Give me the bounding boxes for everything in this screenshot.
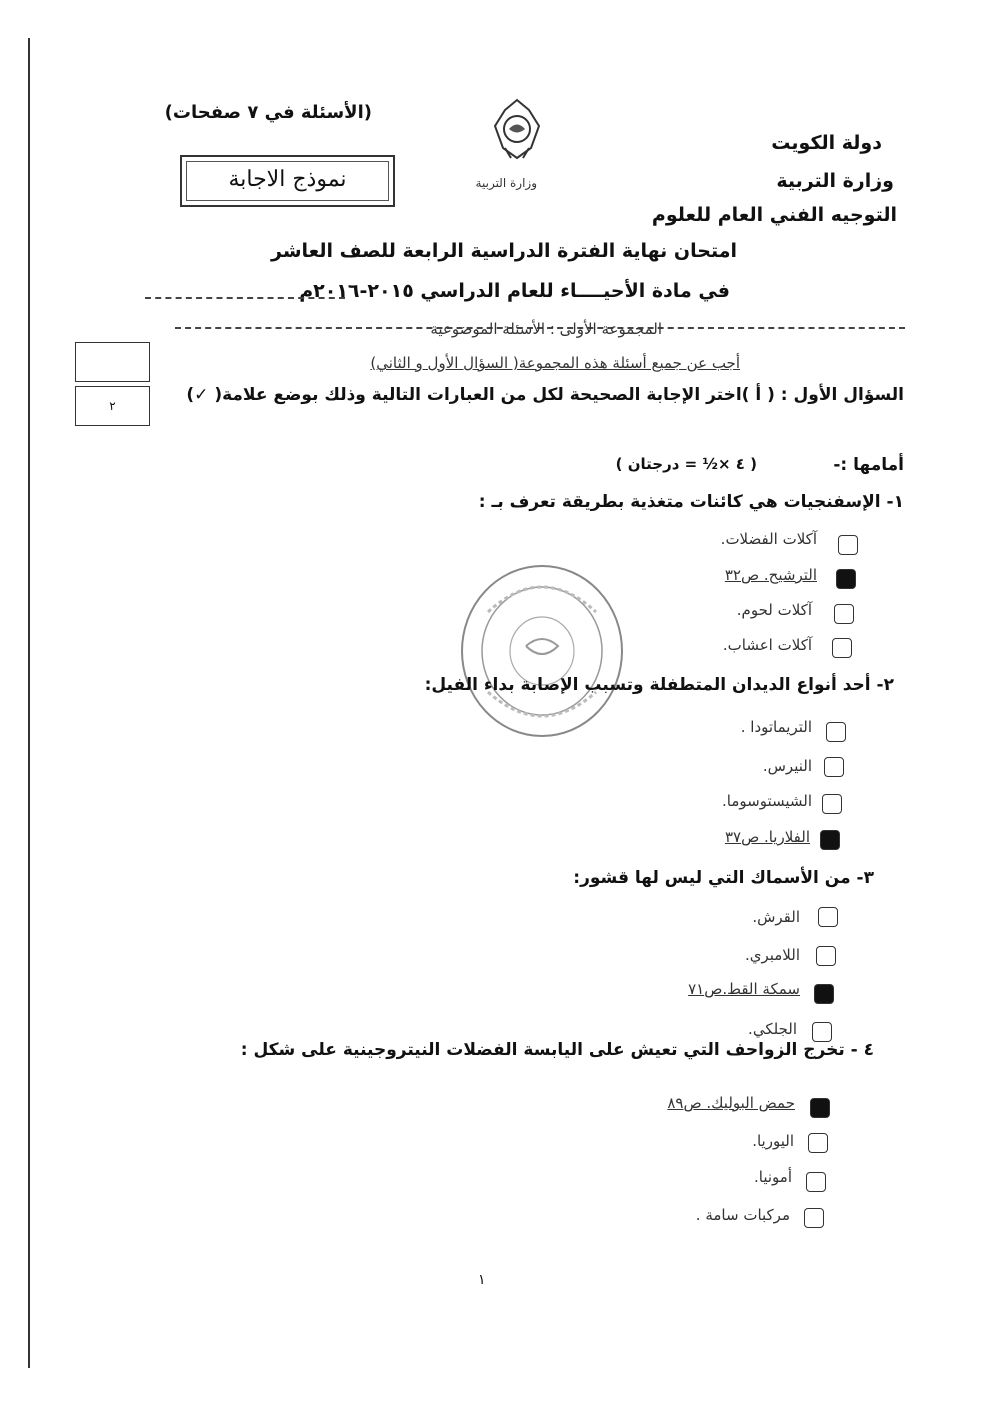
option-checkbox[interactable]	[822, 794, 842, 814]
option-label: الشيستوسوما.	[722, 792, 812, 810]
option-label: اللامبري.	[744, 946, 800, 964]
left-margin-line	[28, 38, 30, 1368]
option-checkbox-checked[interactable]	[810, 1098, 830, 1118]
option-checkbox[interactable]	[818, 907, 838, 927]
question-one-part: أمامها :-	[833, 455, 904, 475]
direction-name: التوجيه الفني العام للعلوم	[651, 204, 897, 226]
kuwait-emblem-icon	[485, 96, 550, 164]
page-number: ١	[478, 1272, 486, 1288]
ministry-name: وزارة التربية	[776, 170, 894, 192]
question-3-text: ٣- من الأسماك التي ليس لها قشور:	[573, 868, 874, 888]
pages-note: (الأسئلة في ٧ صفحات)	[164, 102, 372, 123]
option-label: النيرس.	[762, 757, 812, 775]
instruction: أجب عن جميع أسئلة هذه المجموعة( السؤال الأول و الثاني)	[370, 354, 740, 372]
option-checkbox[interactable]	[838, 535, 858, 555]
score-box-bottom: ٢	[75, 386, 150, 426]
option-label: آكلات لحوم.	[736, 601, 812, 619]
option-label: الفلاريا. ص٣٧	[724, 828, 810, 846]
option-checkbox[interactable]	[816, 946, 836, 966]
score-box-top	[75, 342, 150, 382]
question-one-marks: ( ٤ ×½ = درجتان )	[615, 455, 757, 473]
option-label: حمض البوليك. ص٨٩	[667, 1094, 795, 1112]
option-label: أمونيا.	[754, 1168, 792, 1186]
question-2-text: ٢- أحد أنواع الديدان المتطفلة وتسبب الإصابة بداء الفيل:	[424, 675, 894, 695]
dashed-divider	[145, 297, 345, 299]
option-label: سمكة القط.ص٧١	[688, 980, 800, 998]
exam-title: امتحان نهاية الفترة الدراسية الرابعة للصف العاشر	[271, 240, 737, 262]
option-checkbox-checked[interactable]	[820, 830, 840, 850]
option-checkbox[interactable]	[826, 722, 846, 742]
option-checkbox[interactable]	[804, 1208, 824, 1228]
logo-caption: وزارة التربية	[475, 176, 537, 190]
option-label: آكلات الفضلات.	[720, 530, 817, 548]
official-stamp-icon	[458, 562, 626, 740]
option-label: آكلات اعشاب.	[722, 636, 812, 654]
answer-model-box	[180, 155, 395, 207]
group-title: المجموعة الأولى : الأسئلة الموضوعية	[430, 320, 662, 338]
question-1-text: ١- الإسفنجيات هي كائنات متغذية بطريقة تعرف بـ :	[478, 492, 904, 512]
option-label: القرش.	[752, 908, 800, 926]
option-label: مركبات سامة .	[695, 1206, 790, 1224]
answer-model-label: نموذج الاجابة	[228, 167, 347, 192]
option-label: التريماتودا .	[740, 718, 812, 736]
option-checkbox[interactable]	[808, 1133, 828, 1153]
option-checkbox[interactable]	[806, 1172, 826, 1192]
option-checkbox[interactable]	[832, 638, 852, 658]
option-label: اليوريا.	[752, 1132, 794, 1150]
question-one-heading: السؤال الأول : ( أ )اختر الإجابة الصحيحة لكل من العبارات التالية وذلك بوضع علامة( ✓)	[186, 385, 904, 405]
option-checkbox[interactable]	[824, 757, 844, 777]
state-name: دولة الكويت	[771, 132, 882, 154]
subject-line: في مادة الأحيــــاء للعام الدراسي ٢٠١٥-٢٠١٦م	[299, 280, 730, 302]
option-checkbox[interactable]	[812, 1022, 832, 1042]
option-checkbox-checked[interactable]	[836, 569, 856, 589]
option-label: الترشيح. ص٣٢	[724, 566, 817, 584]
option-checkbox-checked[interactable]	[814, 984, 834, 1004]
option-checkbox[interactable]	[834, 604, 854, 624]
question-4-text: ٤ - تخرج الزواحف التي تعيش على اليابسة الفضلات النيتروجينية على شكل :	[240, 1040, 874, 1060]
option-label: الجلكي.	[748, 1020, 797, 1038]
